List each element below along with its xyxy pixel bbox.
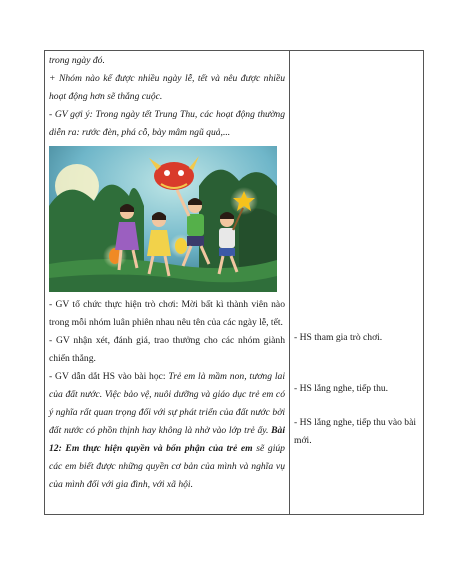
lantern-children-image: [49, 146, 277, 292]
teacher-paragraph: trong ngày đó.: [49, 55, 105, 66]
student-response: - HS lắng nghe, tiếp thu vào bài mới.: [294, 417, 417, 446]
student-activities-cell: [290, 51, 424, 515]
intro-italic-text: sẽ giúp các em biết được những quyền cơ bản của mình và nghĩa vụ của mình đối với gia đình, với xã hội.: [49, 443, 285, 490]
spacer: [294, 398, 419, 414]
teacher-paragraph: - GV nhận xét, đánh giá, trao thưởng cho các nhóm giành chiến thắng.: [49, 335, 285, 364]
student-response: - HS lắng nghe, tiếp thu.: [294, 383, 389, 394]
lesson-title: Bài 12: Em thực hiện quyền và bổn phận của trẻ em: [49, 425, 285, 454]
teacher-lesson-intro: [49, 368, 285, 494]
spacer: [294, 52, 419, 329]
teacher-suggestion: - GV gợi ý: Trong ngày tết Trung Thu, các hoạt động thường diễn ra: rước đèn, phá cỗ, bày mâm ngũ quả,...: [49, 109, 285, 138]
intro-italic-text: Trẻ em là mầm non, tương lai của đất nước. Việc bảo vệ, nuôi dưỡng và giáo dục trẻ em có ý nghĩa rất quan trọng đối với sự phát triển của đất nước bởi đất nước có phồn thịnh hay không là nhờ vào lớp trẻ ấy.: [49, 371, 285, 436]
lantern-icon: [175, 238, 187, 254]
mid-autumn-illustration: [49, 146, 285, 292]
student-response: - HS tham gia trò chơi.: [294, 332, 383, 343]
teacher-paragraph: + Nhóm nào kể được nhiều ngày lễ, tết và nêu được nhiều hoạt động hơn sẽ thắng cuộc.: [49, 73, 285, 102]
lesson-plan-table: [44, 50, 424, 515]
intro-text: - GV dẫn dắt HS vào bài học:: [49, 371, 169, 382]
spacer: [294, 347, 419, 380]
table-row: [45, 51, 424, 515]
teacher-paragraph: - GV tổ chức thực hiện trò chơi: Mời bất kì thành viên nào trong mỗi nhóm luân phiên nhau nêu tên của các ngày lễ, tết.: [49, 299, 285, 328]
teacher-activities-cell: [45, 51, 290, 515]
